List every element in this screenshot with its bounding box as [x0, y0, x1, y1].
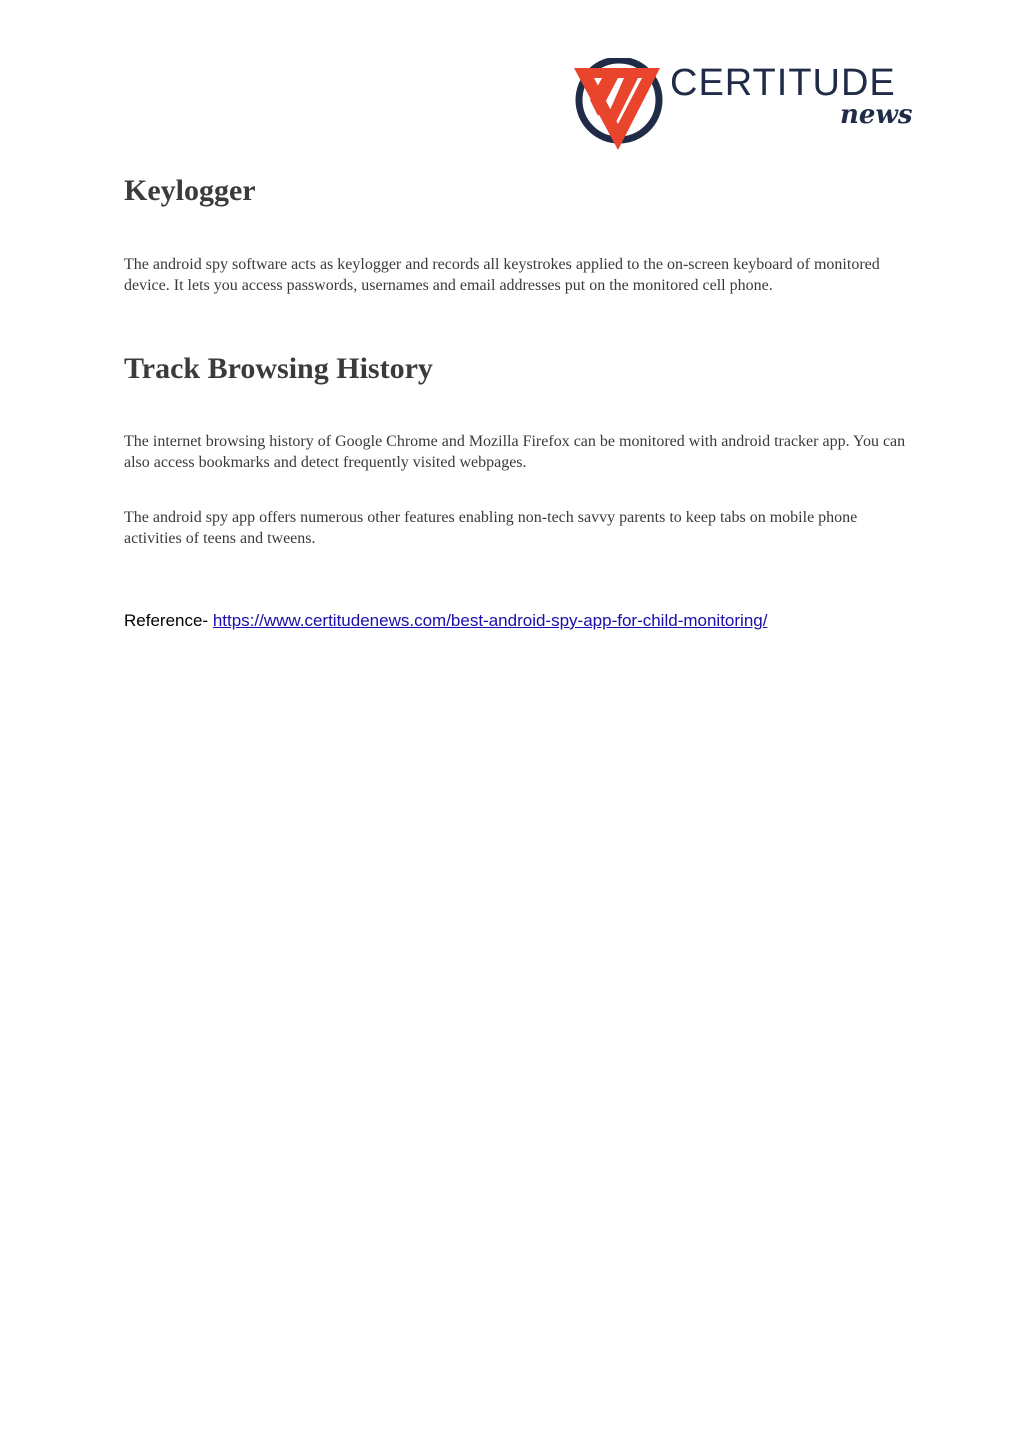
certitude-logo-mark-icon [572, 58, 664, 153]
paragraph: The android spy software acts as keylogger and records all keystrokes applied to the on-screen keyboard of monitored device. It lets you access passwords, usernames and email addresses put on the monitored cell phone. [124, 256, 880, 294]
paragraph: The android spy app offers numerous other features enabling non-tech savvy parents to keep tabs on mobile phone activities of teens and tweens. [124, 509, 858, 547]
section-heading-keylogger: Keylogger [124, 174, 256, 207]
paragraph: The internet browsing history of Google Chrome and Mozilla Firefox can be monitored with android tracker app. You can also access bookmarks and detect frequently visited webpages. [124, 433, 906, 471]
reference-line [124, 610, 767, 631]
brand-sub: news [840, 100, 913, 130]
section-heading-browsing-history: Track Browsing History [124, 352, 433, 385]
brand-name: CERTITUDE [670, 62, 896, 104]
certitude-news-logo [572, 58, 913, 153]
reference-label: Reference- [124, 611, 213, 630]
reference-link[interactable]: https://www.certitudenews.com/best-android-spy-app-for-child-monitoring/ [212, 611, 768, 630]
